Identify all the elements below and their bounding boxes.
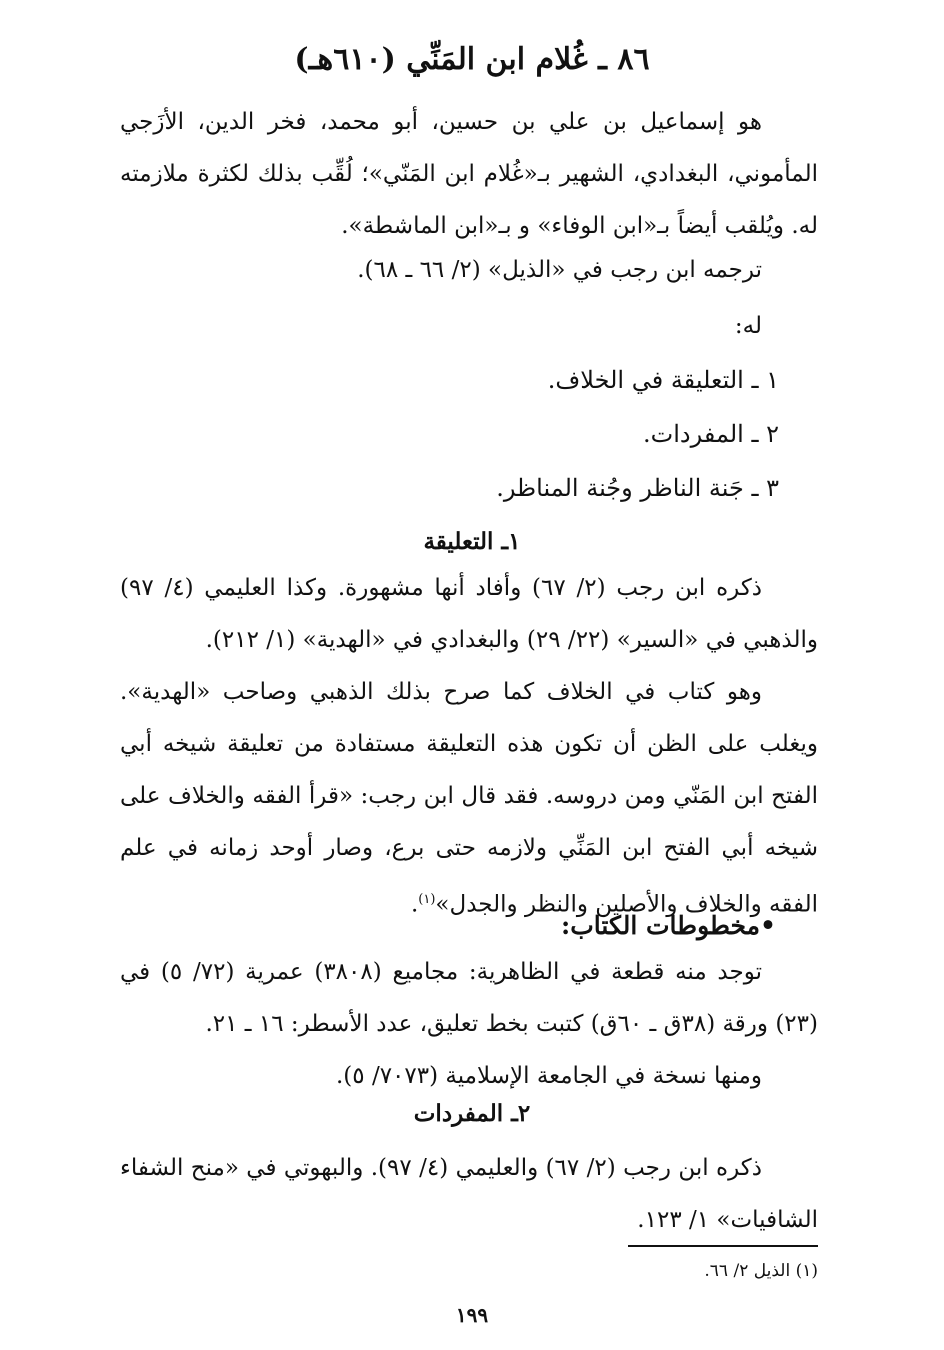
manuscripts-block [120,946,818,1102]
section2-block [120,1142,818,1246]
section1-paragraph-2-end: . [410,891,419,918]
works-label-block [120,300,818,352]
section1-paragraph-2-text: وهو كتاب في الخلاف كما صرح بذلك الذهبي وصاحب «الهدية». ويغلب على الظن أن تكون هذه التعليقة مستفادة من تعليقة شيخه أبي الفتح ابن المَنّي ومن دروسه. فقد قال ابن رجب: «قرأ الفقه والخلاف على شيخه أبي الفتح ابن المَنِّي ولازمه حتى برع، وصار أوحد زمانه في علم الفقه والخلاف والأصلين والنظر والجدل» [120,679,818,918]
section1-paragraph-1: ذكره ابن رجب (٢/ ٦٧) وأفاد أنها مشهورة. وكذا العليمي (٤/ ٩٧) والذهبي في «السير» (٢٢/ ٢٩) والبغدادي في «الهدية» (١/ ٢١٢). [120,575,818,653]
manuscripts-paragraph-1: توجد منه قطعة في الظاهرية: مجاميع (٣٨٠٨) عمرية (٧٢/ ٥) في (٢٣) ورقة (٣٨ق ـ ٦٠ق) كتبت بخط تعليق، عدد الأسطر: ١٦ ـ ٢١. [120,959,818,1037]
section-heading-mufradat: ٢ـ المفردات [413,1100,531,1127]
work-item-3: ٣ ـ جَنة الناظر وجُنة المناظر. [496,474,779,502]
intro-paragraph: هو إسماعيل بن علي بن حسين، أبو محمد، فخر الدين، الأزَجي المأموني، البغدادي، الشهير بـ«غُلام ابن المَنّي»؛ لُقِّب بذلك لكثرة ملازمته له. ويُلقب أيضاً بـ«ابن الوفاء» و بـ«ابن الماشطة». [120,109,818,239]
work-item-2: ٢ ـ المفردات. [643,420,779,448]
section2-paragraph-1: ذكره ابن رجب (٢/ ٦٧) والعليمي (٤/ ٩٧). والبهوتي في «منح الشفاء الشافيات» ١/ ١٢٣. [120,1155,818,1233]
translation-line: ترجمه ابن رجب في «الذيل» (٢/ ٦٦ ـ ٦٨). [357,257,762,283]
section-heading-taliqa: ١ـ التعليقة [423,528,521,555]
intro-block [120,96,818,252]
work-item-1: ١ ـ التعليقة في الخلاف. [547,366,779,394]
footnote: (١) الذيل ٢/ ٦٦. [704,1261,818,1281]
page-number: ١٩٩ [455,1303,489,1327]
section1-block [120,562,818,931]
section1-paragraph-2 [120,666,818,931]
works-label: له: [734,313,762,339]
entry-title: ٨٦ ـ غُلام ابن المَنِّي (٦١٠هـ) [294,42,650,77]
translation-block [120,244,818,296]
footnote-marker: (١) [418,892,436,907]
footnote-divider [628,1245,818,1247]
manuscripts-heading: •مخطوطات الكتاب: [561,911,776,940]
manuscripts-paragraph-2: ومنها نسخة في الجامعة الإسلامية (٧٠٧٣/ ٥). [335,1063,762,1089]
